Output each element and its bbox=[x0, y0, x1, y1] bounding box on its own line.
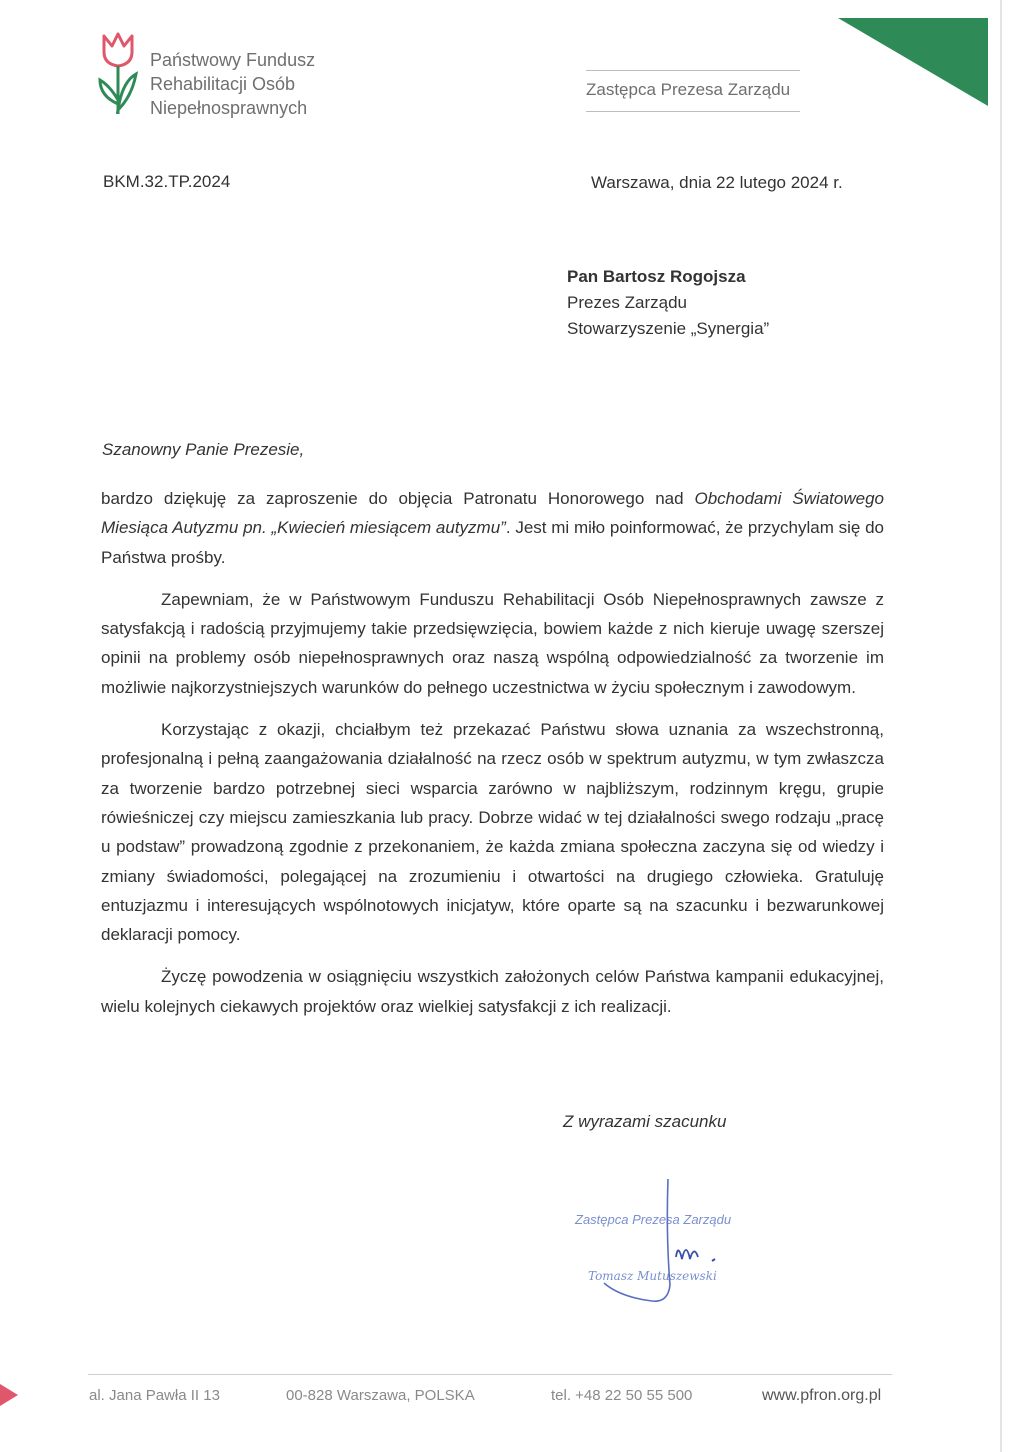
body-paragraph: Zapewniam, że w Państwowym Funduszu Rehabilitacji Osób Niepełnosprawnych zawsze z satysfakcją i radością przyjmujemy takie przedsięwzięcia, bowiem każde z nich kieruje uwagę szerszej opinii na problemy osób niepełnosprawnych oraz naszą wspólną odpowiedzialność za tworzenie im możliwie najkorzystniejszych warunków do pełnego uczestnictwa w życiu społecznym i zawodowym. bbox=[101, 589, 884, 697]
org-name-line: Państwowy Fundusz bbox=[150, 50, 316, 70]
body-paragraph: Korzystając z okazji, chciałbym też przekazać Państwu słowa uznania za wszechstronną, profesjonalną i pełną zaangażowania działalność na rzecz osób w spektrum autyzmu, w tym zwłaszcza za tworzenie bardzo potrzebnej sieci wsparcia zarówno w najbliższym, rodzinnym kręgu, grupie rówieśniczej czy miejscu zamieszkania lub pracy. Dobrze widać w tej działalności swego rodzaju „pracę u podstaw” prowadzoną zgodnie z przekonaniem, że każda zmiana społeczna zaczyna się od wiedzy i zmiany świadomości, polegającej na zrozumieniu i otwartości na drugiego człowieka. Gratuluję entuzjazmu i interesujących wspólnotowych inicjatyw, które oparte są na szacunku i bezwarunkowej deklaracji pomocy. bbox=[101, 720, 884, 945]
footer-divider bbox=[88, 1374, 892, 1375]
recipient-name: Pan Bartosz Rogojsza bbox=[567, 267, 746, 286]
sender-role: Zastępca Prezesa Zarządu bbox=[586, 70, 800, 112]
recipient-block bbox=[567, 264, 769, 342]
footer-phone: tel. +48 22 50 55 500 bbox=[551, 1387, 693, 1404]
corner-triangle-decoration bbox=[838, 18, 988, 106]
stamp-role: Zastępca Prezesa Zarządu bbox=[575, 1212, 732, 1227]
handwritten-signature-icon bbox=[560, 1175, 780, 1310]
reference-number: BKM.32.TP.2024 bbox=[103, 172, 231, 191]
footer-address: al. Jana Pawła II 13 bbox=[89, 1387, 220, 1404]
letter-body bbox=[101, 484, 884, 1034]
tulip-logo-icon bbox=[96, 30, 144, 120]
body-paragraph bbox=[101, 484, 884, 572]
stamp-name: Tomasz Mutuszewski bbox=[588, 1269, 717, 1283]
letter-date: Warszawa, dnia 22 lutego 2024 r. bbox=[591, 173, 843, 192]
page-edge bbox=[1000, 0, 1002, 1452]
salutation: Szanowny Panie Prezesie, bbox=[102, 440, 305, 459]
event-name: Obchodami Światowego Miesiąca Autyzmu pn. „Kwiecień miesiącem autyzmu” bbox=[101, 489, 884, 538]
recipient-organization: Stowarzyszenie „Synergia” bbox=[567, 319, 770, 338]
paragraph-text: bardzo dziękuję za zaproszenie do objęcia Patronatu Honorowego nad bbox=[101, 489, 695, 508]
signature-stamp bbox=[560, 1175, 780, 1310]
organization-name bbox=[150, 48, 315, 120]
footer-website: www.pfron.org.pl bbox=[762, 1387, 882, 1404]
letterhead-logo bbox=[96, 30, 346, 122]
page-marker-triangle bbox=[0, 1384, 20, 1406]
paragraph-text: . Jest mi miło poinformować, że przychylam się do Państwa prośby. bbox=[101, 518, 885, 567]
org-name-line: Rehabilitacji Osób bbox=[150, 74, 296, 94]
body-paragraph: Życzę powodzenia w osiągnięciu wszystkich założonych celów Państwa kampanii edukacyjnej, wielu kolejnych ciekawych projektów oraz wielkiej satysfakcji z ich realizacji. bbox=[101, 967, 884, 1016]
org-name-line: Niepełnosprawnych bbox=[150, 98, 308, 118]
recipient-title: Prezes Zarządu bbox=[567, 293, 687, 312]
closing-phrase: Z wyrazami szacunku bbox=[563, 1112, 727, 1131]
footer-city: 00-828 Warszawa, POLSKA bbox=[286, 1387, 475, 1404]
